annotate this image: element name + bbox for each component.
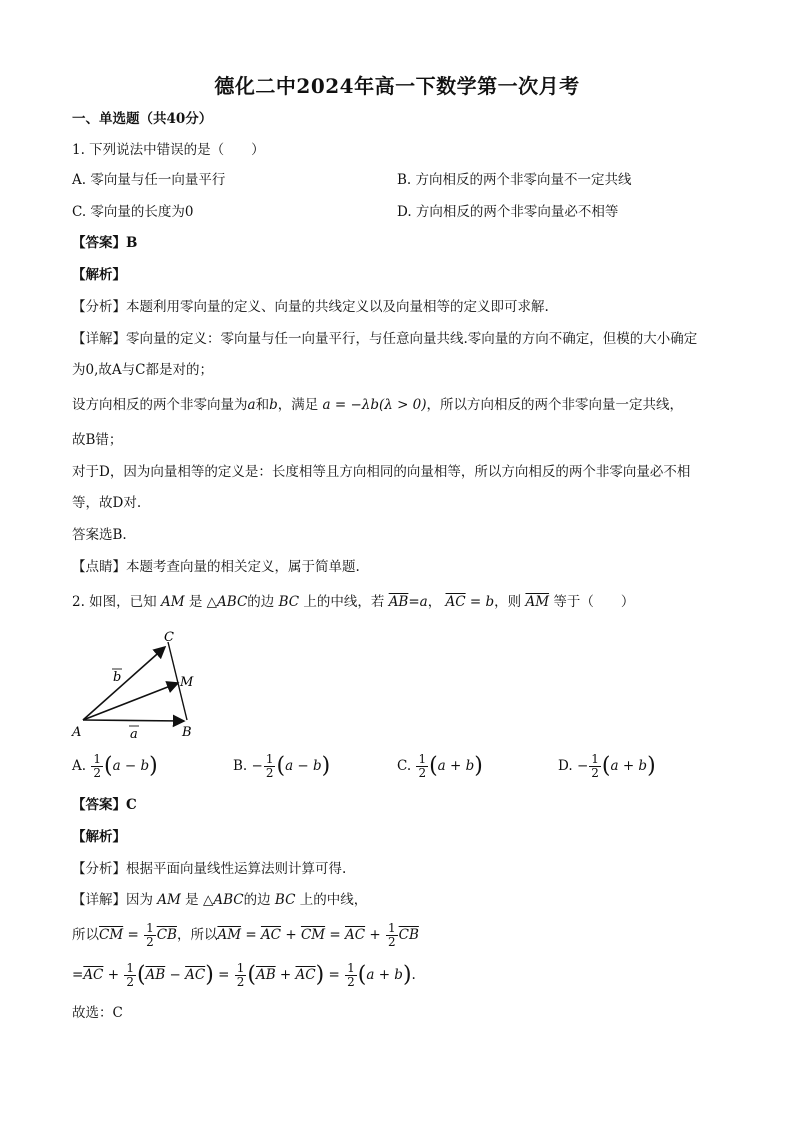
q2-final: 故选：C — [72, 1005, 123, 1021]
vec-ab: $\overline{AB}$ — [388, 594, 409, 610]
triangle-figure — [68, 628, 208, 743]
collinear-formula: a = −λb(λ > 0) — [322, 397, 427, 413]
label-b: B — [182, 725, 192, 740]
q1-stem: 1. 下列说法中错误的是（ ） — [72, 142, 265, 158]
q2-option-a: A. $\frac{1}{2}$ (a − b) — [72, 752, 158, 780]
q2-option-d: D. − $\frac{1}{2}$ (a + b) — [558, 752, 656, 780]
triangle-abc: △ABC — [206, 594, 248, 610]
label-vec-a: a — [130, 727, 138, 742]
q1-conclusion: 答案选B. — [72, 527, 127, 543]
q1-xiangjie-1: 【详解】零向量的定义：零向量与任一向量平行，与任意向量共线.零向量的方向不确定，但模的大小确定 — [72, 331, 698, 347]
label-vec-b: b — [113, 670, 122, 685]
vector-b: b — [269, 397, 278, 413]
q1-dianjing: 【点睛】本题考查向量的相关定义，属于简单题. — [72, 559, 360, 575]
q1-xiangjie-6: 等，故D对. — [72, 495, 142, 511]
vector-ac-arrow — [83, 647, 165, 720]
page-title: 德化二中2024年高一下数学第一次月考 — [214, 74, 580, 98]
q2-fenxi: 【分析】根据平面向量线性运算法则计算可得. — [72, 861, 347, 877]
vector-am-arrow — [83, 683, 178, 720]
q2-answer: 【答案】C — [72, 797, 137, 813]
section-heading: 一、单选题（共40分） — [72, 111, 213, 127]
q1-option-d: D. 方向相反的两个非零向量必不相等 — [397, 204, 619, 220]
vector-ab-arrow — [83, 720, 184, 721]
vector-a: a — [247, 397, 256, 413]
q2-jiexi: 【解析】 — [72, 829, 126, 845]
q1-option-c: C. 零向量的长度为0 — [72, 204, 194, 220]
q2-option-b: B. − $\frac{1}{2}$ (a − b) — [233, 752, 331, 780]
q1-answer: 【答案】B — [72, 235, 138, 251]
segment-am: AM — [160, 594, 185, 610]
label-m: M — [180, 675, 194, 690]
q1-xiangjie-5: 对于D，因为向量相等的定义是：长度相等且方向相同的向量相等，所以方向相反的两个非零向量必不相 — [72, 464, 691, 480]
label-c: C — [164, 630, 174, 645]
q1-fenxi: 【分析】本题利用零向量的定义、向量的共线定义以及向量相等的定义即可求解. — [72, 299, 549, 315]
q1-xiangjie-4: 故B错； — [72, 432, 123, 448]
label-a: A — [72, 725, 82, 740]
q2-option-c: C. $\frac{1}{2}$ (a + b) — [397, 752, 483, 780]
vec-ac: $\overline{AC}$ — [445, 594, 466, 610]
q2-xiangjie-3: $=\overline{AC}$ + $\frac{1}{2}$ $(\overline{AB} - \overline{AC})$ = $\frac{1}{2}$ $(\overline{AB} + \overline{AC})$ = $\frac{1}{2}$ (a + b). — [72, 961, 416, 989]
q1-jiexi: 【解析】 — [72, 267, 126, 283]
q2-xiangjie-2: 所以$\overline{CM}$ = $\frac{1}{2}$ $\overline{CB}$，所以$\overline{AM} = \overline{AC} + \overline{CM} = \overline{AC}$ + $\frac{1}{2}$ $\overline{CB}$ — [72, 921, 419, 949]
q1-option-b: B. 方向相反的两个非零向量不一定共线 — [397, 172, 632, 188]
q2-xiangjie-1: 【详解】因为 AM 是 △ABC的边 BC 上的中线， — [72, 892, 368, 908]
q1-option-a: A. 零向量与任一向量平行 — [72, 172, 226, 188]
q1-xiangjie-2: 为0,故A与C都是对的； — [72, 362, 213, 378]
q1-xiangjie-3: 设方向相反的两个非零向量为a和b，满足 a = −λb(λ > 0)，所以方向相反的两个非零向量一定共线， — [72, 397, 684, 413]
q2-stem: 2. 如图，已知 AM 是 △ABC的边 BC 上的中线，若 $\overline{AB}=a$， $\overline{AC} = b$，则 $\overline{AM}$ 等于（ ） — [72, 594, 635, 610]
vec-am: $\overline{AM}$ — [525, 594, 550, 610]
segment-bc: BC — [278, 594, 300, 610]
